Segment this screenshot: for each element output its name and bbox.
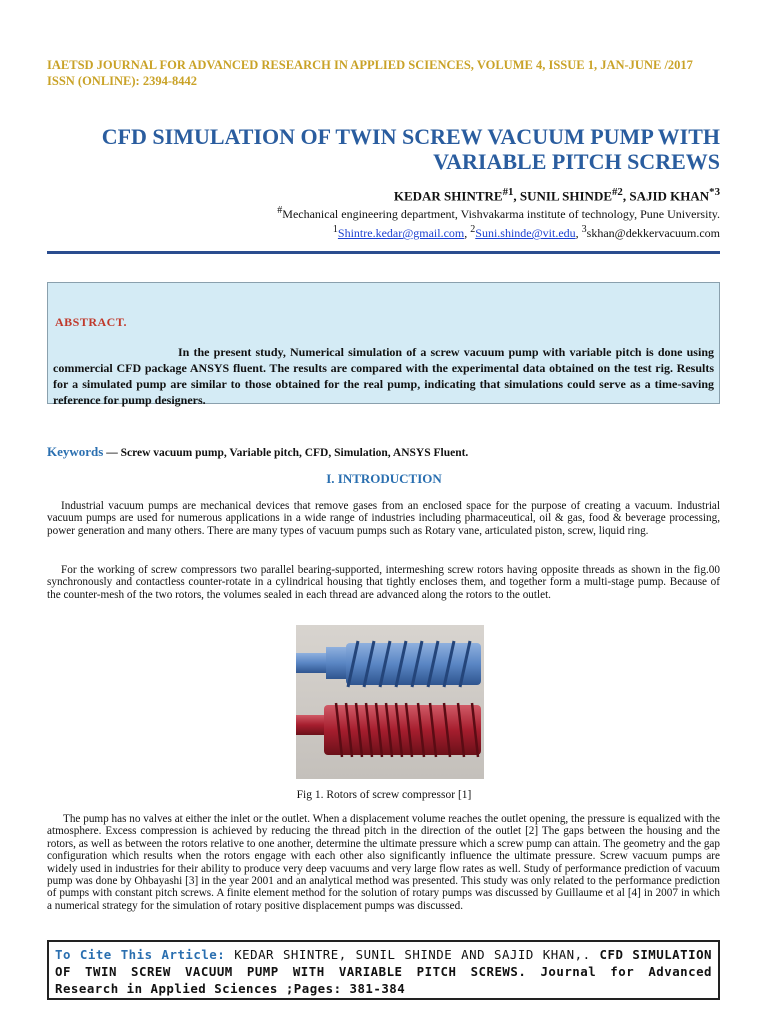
email-sup: 3 [581, 224, 587, 235]
paragraph: For the working of screw compressors two parallel bearing-supported, intermeshing screw rotors having opposite threads as shown in the fig.00 synchronously and contactless counter-rotate in a cylindrical housing that tightly encloses them, and together form a multi-stage pump. Because of the counter-mesh of the two rotors, the volumes sealed in each thread are advanced along the rotors to the outlet. [47, 564, 720, 601]
paragraph: The pump has no valves at either the inlet or the outlet. When a displacement volume reaches the outlet opening, the pressure is equalized with the atmosphere. Excess compression is achieved by reducing the thread pitch in the direction of the outlet [2] The gaps between the housing and the rotors, as well as between the rotors relative to one another, determine the ultimate pressure which a screw pump can attain. The geometry and the gap configuration which results when the rotors engage with each other also significantly influence the ultimate pressure. Screw vacuum pumps are widely used in industries for their ability to produce very deep vacuums and very large flow rates as well. Study of performance prediction of vacuum pump was done by Ohbayashi [3] in the year 2001 and an analytical method was presented. This study was only related to the performance prediction of pumps with constant pitch screws. A finite element method for the solution of rotary pumps was discussed by Guillaume et al [4] in 2007 in which a numerical strategy for the simulation of rotary positive displacement pumps was discussed. [47, 813, 720, 912]
keywords [47, 444, 468, 460]
author-name: SAJID KHAN [629, 188, 710, 204]
citation-title: CFD SIMULATION OF TWIN SCREW VACUUM PUMP WITH VARIABLE PITCH SCREWS. [55, 947, 712, 979]
citation-box [47, 940, 720, 1000]
affiliation-sup: # [277, 205, 283, 216]
author-separator: , [622, 188, 630, 204]
abstract-box [47, 282, 720, 407]
issn-line: ISSN (ONLINE): 2394-8442 [47, 74, 198, 88]
author-sup: #2 [612, 186, 623, 198]
top-rotor-shaft [296, 653, 326, 673]
author-separator: , [513, 188, 520, 204]
citation-authors: KEDAR SHINTRE, SUNIL SHINDE AND SAJID KHAN,. [225, 947, 591, 962]
author-name: KEDAR SHINTRE [393, 188, 503, 204]
author-sup: *3 [709, 186, 720, 198]
keywords-label: Keywords [47, 444, 104, 459]
email-link[interactable]: Suni.shinde@vit.edu [475, 226, 576, 240]
author-list [394, 186, 720, 204]
email-sup: 1 [332, 224, 338, 235]
keywords-text: — Screw vacuum pump, Variable pitch, CFD, Simulation, ANSYS Fluent. [103, 447, 469, 459]
citation-label: To Cite This Article: [55, 947, 226, 962]
citation-journal: Journal for Advanced Research in Applied Sciences ;Pages: 381-384 [55, 964, 713, 996]
screw-rotors-illustration [296, 625, 484, 779]
paper-title [40, 124, 720, 174]
bottom-rotor-shaft [296, 715, 324, 735]
affiliation-text: Mechanical engineering department, Vishvakarma institute of technology, Pune University. [282, 207, 720, 221]
journal-line: IAETSD JOURNAL FOR ADVANCED RESEARCH IN APPLIED SCIENCES, VOLUME 4, ISSUE 1, JAN-JUNE /2017 [47, 58, 693, 72]
paragraph: Industrial vacuum pumps are mechanical devices that remove gases from an enclosed space for the purpose of creating a vacuum. Industrial vacuum pumps are used for numerous applications in a wide range of industries including pharmaceutical, oil & gas, food & beverage processing, power generation and many others. There are many types of vacuum pumps such as Rotary vane, articulated piston, screw, liquid ring. [47, 500, 720, 537]
email-separator: , [464, 226, 471, 240]
abstract-text: In the present study, Numerical simulation of a screw vacuum pump with variable pitch is done using commercial CFD package ANSYS fluent. The results are compared with the experimental data obtained on the test rig. Results for a simulated pump are similar to those obtained for the real pump, indicating that simulations could serve as a time-saving reference for pump designers. [53, 345, 714, 407]
title-line-2: VARIABLE PITCH SCREWS [433, 149, 720, 174]
email-separator: , [575, 226, 582, 240]
abstract-label: ABSTRACT. [55, 315, 127, 329]
header-divider [47, 251, 720, 254]
affiliation [277, 203, 720, 241]
email-text: skhan@dekkervacuum.com [586, 226, 720, 240]
top-rotor-hub [326, 647, 346, 679]
email-link[interactable]: Shintre.kedar@gmail.com [337, 226, 465, 240]
section-heading: I. INTRODUCTION [326, 471, 442, 486]
email-sup: 2 [470, 224, 476, 235]
author-name: SUNIL SHINDE [519, 188, 613, 204]
title-line-1: CFD SIMULATION OF TWIN SCREW VACUUM PUMP WITH [101, 124, 720, 149]
figure-caption: Fig 1. Rotors of screw compressor [1] [296, 789, 472, 801]
author-sup: #1 [502, 186, 514, 198]
journal-header [47, 57, 737, 89]
figure-image [296, 625, 484, 779]
